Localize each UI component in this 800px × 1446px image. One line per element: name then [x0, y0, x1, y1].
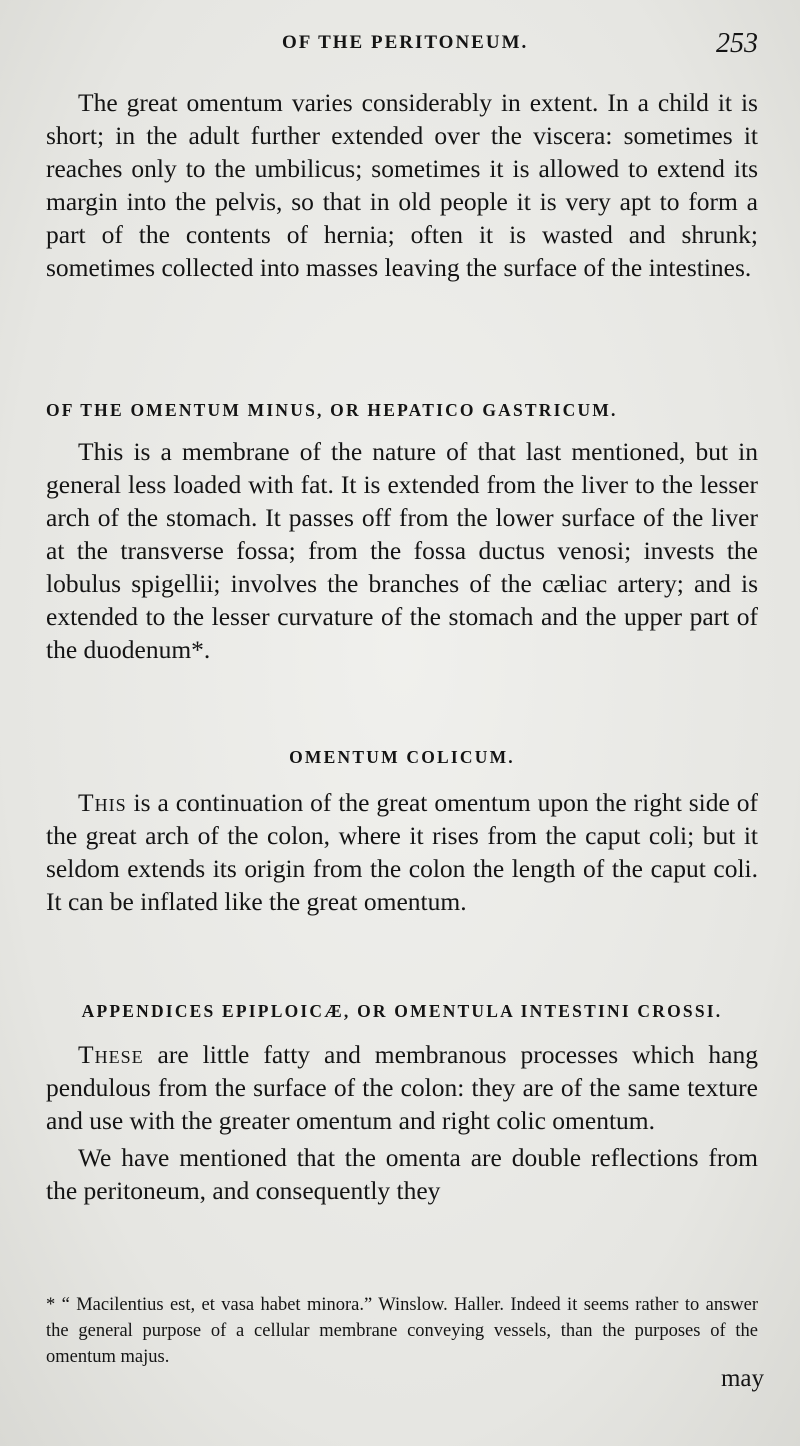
section-omentum-minus — [46, 395, 758, 666]
paragraph: We have mentioned that the omenta are double reflections from the peritoneum, and consequently they — [46, 1143, 758, 1205]
page-header — [40, 30, 760, 62]
lead-word: This — [78, 788, 127, 817]
section-appendices — [46, 996, 758, 1207]
paragraph-text: is a continuation of the great omentum upon the right side of the great arch of the colon, where it rises from the caput coli; but it seldom extends its origin from the colon the length of the caput coli. It can be inflated like the great omentum. — [46, 788, 758, 916]
section-great-omentum — [46, 86, 758, 284]
section-heading: OMENTUM COLICUM. — [289, 747, 515, 767]
paragraph: This is a membrane of the nature of that last mentioned, but in general less loaded with fat. It is extended from the liver to the lesser arch of the stomach. It passes off from the lower surface of the liver at the transverse fossa; from the fossa ductus venosi; invests the lobulus spigellii; involves the branches of the cæliac artery; and is extended to the lesser curvature of the stomach and the upper part of the duodenum*. — [46, 437, 758, 664]
page-number: 253 — [716, 28, 758, 59]
catchword: may — [720, 1365, 764, 1392]
running-head: OF THE PERITONEUM. — [282, 32, 529, 53]
paragraph — [46, 1038, 758, 1137]
footnote: * “ Macilentius est, et vasa habet minora.” Winslow. Haller. Indeed it seems rather to answer the general purpose of a cellular membrane conveying vessels, than the purposes of the omentum majus. — [46, 1295, 758, 1367]
section-heading: OF THE OMENTUM MINUS, OR HEPATICO GASTRICUM. — [46, 400, 618, 420]
paragraph — [46, 786, 758, 918]
section-omentum-colicum — [46, 742, 758, 918]
section-heading: APPENDICES EPIPLOICÆ, OR OMENTULA INTESTINI CROSSI. — [81, 1001, 723, 1021]
lead-word: These — [78, 1040, 144, 1069]
paragraph: The great omentum varies considerably in extent. In a child it is short; in the adult further extended over the viscera: sometimes it reaches only to the umbilicus; sometimes it is allowed to extend its margin into the pelvis, so that in old people it is very apt to form a part of the contents of hernia; often it is wasted and shrunk; sometimes collected into masses leaving the surface of the intestines. — [46, 88, 758, 282]
footnote-block — [46, 1292, 758, 1370]
paragraph-text: are little fatty and membranous processes which hang pendulous from the surface of the colon: they are of the same texture and use with the greater omentum and right colic omentum. — [46, 1040, 758, 1135]
